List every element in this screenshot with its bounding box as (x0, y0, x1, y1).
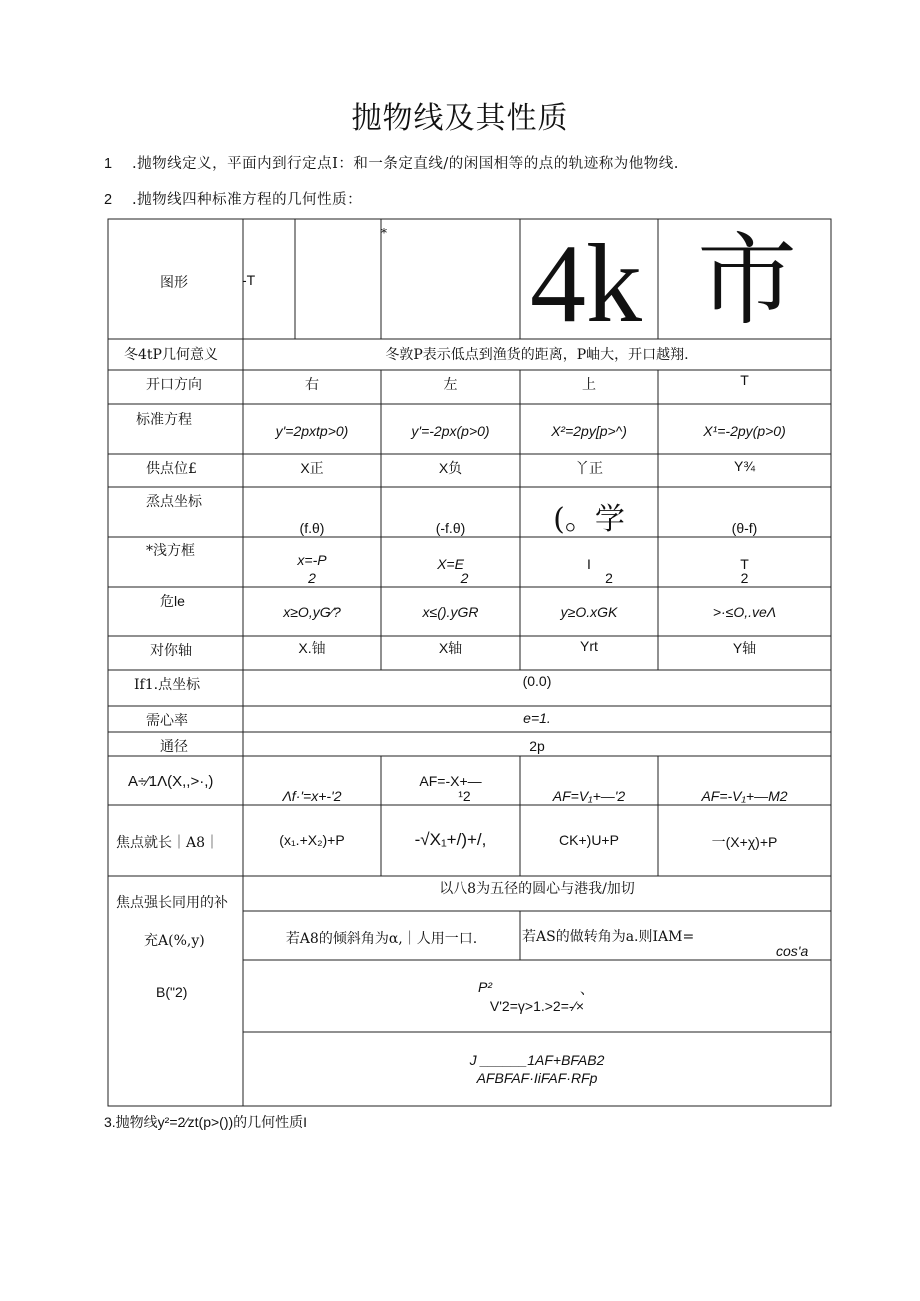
opening-down: T (740, 372, 749, 388)
focus-coord-label: 烝点坐标 (146, 494, 202, 510)
extra-reciprocal-top: J ______1AF+BFAB2 (469, 1052, 605, 1068)
std-eq-label: 标准方程 (136, 412, 192, 428)
opening-right: 右 (305, 377, 319, 393)
latus-value: 2p (529, 738, 545, 754)
extra-label-line1: 焦点强长同用的补 (116, 895, 228, 911)
focus-coord-2: (-f.θ) (435, 520, 466, 536)
chord-4: 一(X+χ)+P (711, 834, 778, 850)
p-meaning-value: 冬敦P表示低点到渔货的距离，P岫大，开口越翔. (385, 347, 689, 363)
range-2: x≤().yGR (422, 604, 479, 620)
opening-left: 左 (443, 377, 458, 393)
focal-radius-4: AF=-V₁+—M2 (701, 788, 788, 804)
extra-label-line3: B("2) (156, 984, 188, 1000)
properties-intro-number: 2 (104, 192, 113, 208)
range-1: x≥O,yG⁄? (283, 604, 341, 620)
chord-3: CK+)U+P (559, 832, 619, 848)
extra-incline-cos: cos'a (776, 943, 809, 959)
focus-coord-3: (。学 (553, 502, 625, 537)
opening-label: 开口方向 (146, 377, 202, 393)
focus-coord-4: (θ-f) (731, 520, 758, 536)
range-label: 危le (160, 593, 185, 609)
page-title: 抛物线及其性质 (351, 101, 569, 136)
eccentricity-label: 需心率 (146, 713, 188, 729)
axis-2: X轴 (438, 640, 463, 656)
graph-star-mark: * (381, 226, 387, 240)
axis-1: X.铀 (298, 640, 326, 656)
graph-label: 图形 (160, 275, 188, 291)
directrix-3-bottom: 2 (605, 570, 613, 586)
p-meaning-label: 冬4tP几何意义 (124, 347, 218, 363)
directrix-1-bottom: 2 (308, 570, 316, 586)
extra-product-p2: P² (478, 979, 492, 995)
extra-incline-right: 若AS的做转角为a.则IAM= (522, 929, 695, 945)
latus-label: 通径 (160, 739, 188, 755)
std-eq-4: X¹=-2py(p>0) (703, 423, 786, 439)
directrix-2-top: X=E (437, 556, 464, 572)
extra-incline-left: 若A8的倾斜角为α,｜人用一口. (285, 931, 478, 947)
focus-coord-1: (f.θ) (299, 520, 325, 536)
std-eq-3: X²=2py[p>^) (551, 423, 627, 439)
axis-4: Y轴 (732, 640, 757, 656)
extra-circle-tangent: 以八8为五径的圆心与港我/加切 (439, 881, 635, 897)
directrix-4-top: T (740, 556, 749, 572)
directrix-2-bottom: 2 (460, 570, 469, 586)
vertex-label: If1.点坐标 (134, 677, 201, 693)
focus-pos-3: 丫正 (575, 461, 603, 477)
extra-label-line2: 充A(%,y) (144, 933, 205, 949)
directrix-1-top: x=-P (297, 552, 327, 568)
focal-radius-1: Λf·'=x+-'2 (282, 788, 342, 804)
focal-radius-2-sub: ¹2 (458, 788, 471, 804)
directrix-3-top: I (587, 556, 591, 572)
extra-reciprocal-bottom: AFBFAF·IiFAF·RFp (476, 1070, 598, 1086)
focal-radius-label: A÷⁄1Λ(X,,>·,) (128, 773, 214, 790)
graph-cell3-glyph: 4k (530, 222, 642, 346)
std-eq-1: y'=2pxtp>0) (275, 423, 349, 439)
focus-pos-4: Y¾ (733, 458, 755, 474)
eccentricity-value: e=1. (523, 710, 551, 726)
axis-3: Yrt (580, 638, 598, 654)
focal-radius-3: AF=V₁+—'2 (552, 788, 626, 804)
graph-cell4-glyph: 市 (697, 222, 797, 339)
std-eq-2: y'=-2px(p>0) (411, 423, 490, 439)
focal-radius-2: AF=-X+— (419, 773, 482, 789)
vertex-value: (0.0) (522, 673, 552, 689)
chord-2: -√X₁+/)+/, (414, 830, 487, 849)
directrix-4-bottom: 2 (740, 570, 749, 586)
focus-pos-2: X负 (438, 460, 463, 476)
focus-pos-1: X正 (300, 460, 324, 476)
opening-up: 上 (582, 377, 596, 393)
extra-product-mark: 、 (580, 982, 594, 998)
directrix-label: *浅方框 (146, 543, 195, 559)
extra-product-formula: V'2=γ>1.>2=-⁄× (489, 998, 585, 1014)
focus-pos-label: 供点位£ (146, 461, 197, 477)
range-4: >·≤O,.veΛ (712, 604, 777, 620)
axis-label: 对你轴 (150, 643, 192, 659)
definition-number: 1 (104, 156, 113, 172)
graph-cell1-text: -T (242, 272, 256, 288)
section-3-heading: 3.抛物线y²=2⁄zt(p>())的几何性质I (104, 1114, 308, 1130)
chord-1: (x₁.+X₂)+P (279, 832, 345, 848)
properties-intro-text: .抛物线四种标准方程的几何性质： (132, 192, 363, 208)
chord-label: 焦点就长｜A8｜ (116, 835, 220, 851)
range-3: y≥O.xGK (560, 604, 618, 620)
definition-text: .抛物线定义，平面内到行定点I：和一条定直线/的闲国相等的点的轨迹称为他物线. (132, 156, 679, 172)
